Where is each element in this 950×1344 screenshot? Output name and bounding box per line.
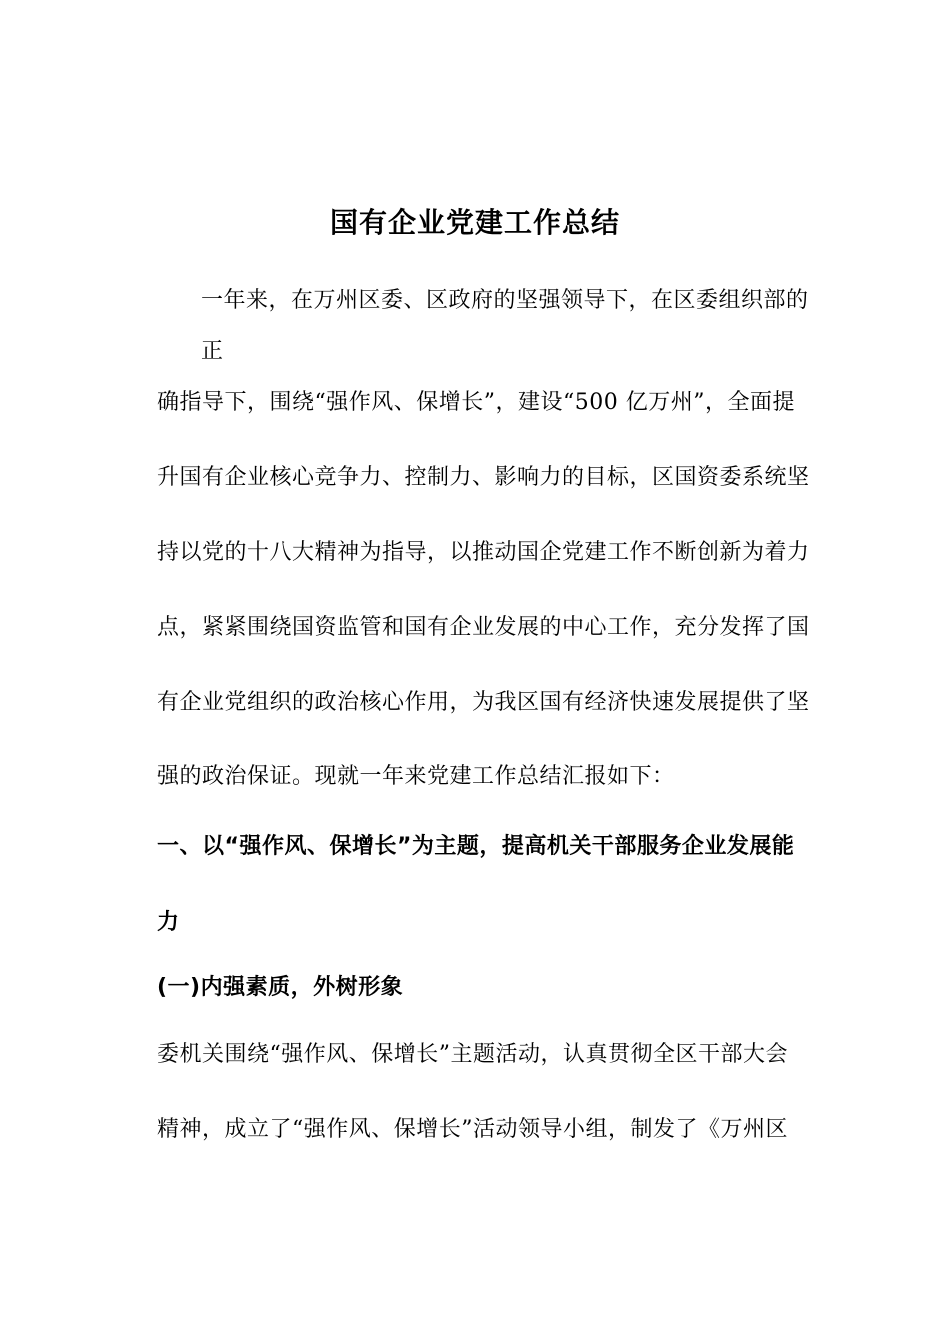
intro-paragraph-line: 点，紧紧围绕国资监管和国有企业发展的中心工作，充分发挥了国 <box>157 615 810 640</box>
intro-paragraph-line: 正 <box>201 339 224 364</box>
section-heading-line: 一、以“强作风、保增长”为主题，提高机关干部服务企业发展能 <box>157 834 795 859</box>
section-heading-line: 力 <box>157 910 180 935</box>
intro-paragraph-line: 一年来，在万州区委、区政府的坚强领导下，在区委组织部的 <box>201 288 809 313</box>
subsection-heading: (一)内强素质，外树形象 <box>157 975 404 1000</box>
section-body-line: 委机关围绕“强作风、保增长”主题活动，认真贯彻全区干部大会 <box>157 1042 788 1067</box>
intro-paragraph-line: 确指导下，围绕“强作风、保增长”，建设“500 亿万州”，全面提 <box>157 390 795 415</box>
intro-paragraph-line: 强的政治保证。现就一年来党建工作总结汇报如下： <box>157 764 675 789</box>
document-title: 国有企业党建工作总结 <box>329 206 620 239</box>
intro-paragraph-line: 持以党的十八大精神为指导，以推动国企党建工作不断创新为着力 <box>157 540 810 565</box>
intro-paragraph-line: 有企业党组织的政治核心作用，为我区国有经济快速发展提供了坚 <box>157 690 810 715</box>
section-body-line: 精神，成立了“强作风、保增长”活动领导小组，制发了《万州区 <box>157 1117 788 1142</box>
intro-paragraph-line: 升国有企业核心竞争力、控制力、影响力的目标，区国资委系统坚 <box>157 465 810 490</box>
